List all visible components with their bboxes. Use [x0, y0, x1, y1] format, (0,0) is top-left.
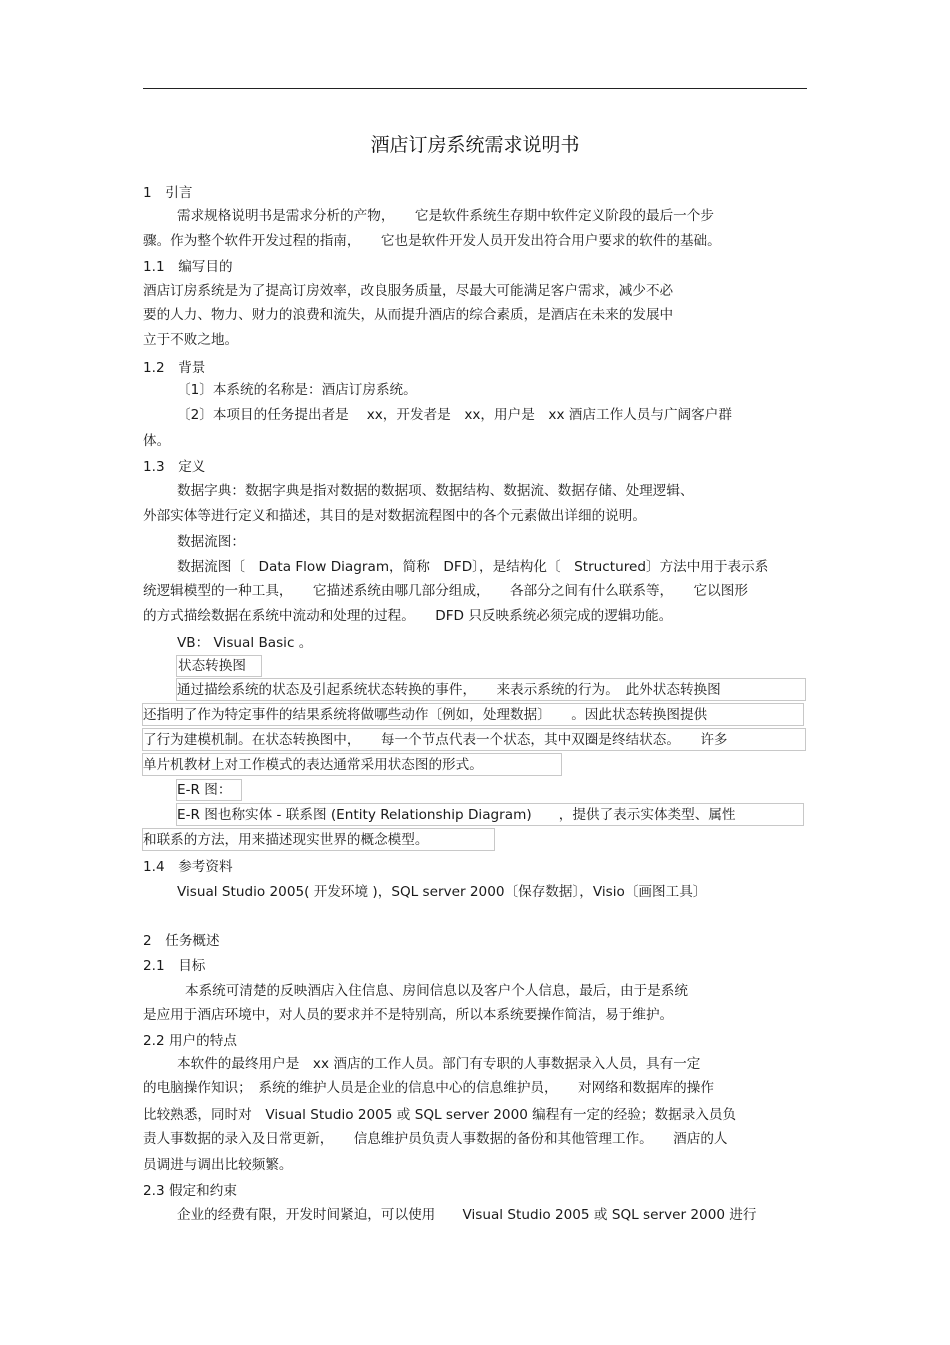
- heading-2-2: 2.2 用户的特点: [143, 1033, 237, 1049]
- paragraph-line: 的方式描绘数据在系统中流动和处理的过程。 DFD 只反映系统必须完成的逻辑功能。: [143, 608, 673, 624]
- document-title: 酒店订房系统需求说明书: [370, 134, 580, 156]
- paragraph-line: 骤。作为整个软件开发过程的指南， 它也是软件开发人员开发出符合用户要求的软件的基础。: [143, 233, 721, 249]
- heading-1-1: 1.1 编写目的: [143, 259, 233, 275]
- heading-1-4: 1.4 参考资料: [143, 859, 233, 875]
- paragraph-line: 本软件的最终用户是 xx 酒店的工作人员。部门有专职的人事数据录入人员，具有一定: [177, 1056, 701, 1072]
- paragraph-line: 了行为建模机制。在状态转换图中， 每一个节点代表一个状态，其中双圈是终结状态。 许多: [143, 732, 728, 748]
- paragraph-line: 酒店订房系统是为了提高订房效率，改良服务质量，尽最大可能满足客户需求，减少不必: [143, 283, 674, 299]
- heading-2-1: 2.1 目标: [143, 958, 206, 974]
- paragraph-line: 责人事数据的录入及日常更新， 信息维护员负责人事数据的备份和其他管理工作。 酒店的人: [143, 1131, 728, 1147]
- paragraph-line: 外部实体等进行定义和描述，其目的是对数据流程图中的各个元素做出详细的说明。: [143, 508, 646, 524]
- paragraph-line: 比较熟悉，同时对 Visual Studio 2005 或 SQL server 2000 编程有一定的经验；数据录入员负: [143, 1107, 737, 1123]
- paragraph-line: 本系统可清楚的反映酒店入住信息、房间信息以及客户个人信息，最后，由于是系统: [185, 983, 688, 999]
- paragraph-line: 〔1〕本系统的名称是：酒店订房系统。: [177, 382, 417, 398]
- paragraph-line: Visual Studio 2005( 开发环境 )，SQL server 2000〔保存数据〕，Visio〔画图工具〕: [177, 884, 707, 900]
- paragraph-line: 是应用于酒店环境中，对人员的要求并不是特别高，所以本系统要操作简洁，易于维护。: [143, 1007, 674, 1023]
- paragraph-line: VB： Visual Basic 。: [177, 635, 313, 651]
- paragraph-line: 统逻辑模型的一种工具， 它描述系统由哪几部分组成， 各部分之间有什么联系等， 它以图形: [143, 583, 748, 599]
- heading-1: 1 引言: [143, 185, 193, 201]
- paragraph-line: 立于不败之地。: [143, 332, 239, 348]
- heading-2: 2 任务概述: [143, 933, 220, 949]
- paragraph-line: 数据流图：: [177, 534, 245, 550]
- paragraph-line: 单片机教材上对工作模式的表达通常采用状态图的形式。: [143, 757, 483, 773]
- header-rule: [143, 88, 807, 89]
- paragraph-line: 〔2〕本项目的任务提出者是 xx，开发者是 xx，用户是 xx 酒店工作人员与广阔客户群: [177, 407, 732, 423]
- paragraph-line: 的电脑操作知识； 系统的维护人员是企业的信息中心的信息维护员， 对网络和数据库的操作: [143, 1080, 714, 1096]
- paragraph-line: 数据字典：数据字典是指对数据的数据项、数据结构、数据流、数据存储、处理逻辑、: [177, 483, 694, 499]
- paragraph-line: 需求规格说明书是需求分析的产物， 它是软件系统生存期中软件定义阶段的最后一个步: [177, 208, 714, 224]
- paragraph-line: 企业的经费有限，开发时间紧迫，可以使用 Visual Studio 2005 或 SQL server 2000 进行: [177, 1207, 757, 1223]
- paragraph-line: 和联系的方法，用来描述现实世界的概念模型。: [143, 832, 429, 848]
- paragraph-line: 要的人力、物力、财力的浪费和流失，从而提升酒店的综合素质，是酒店在未来的发展中: [143, 307, 674, 323]
- paragraph-line: 体。: [143, 433, 171, 449]
- paragraph-line: E-R 图：: [177, 782, 232, 798]
- paragraph-line: 数据流图〔 Data Flow Diagram，简称 DFD〕，是结构化〔 Structured〕方法中用于表示系: [177, 559, 769, 575]
- heading-1-2: 1.2 背景: [143, 360, 206, 376]
- paragraph-line: E-R 图也称实体 - 联系图 (Entity Relationship Diagram) ，提供了表示实体类型、属性: [177, 807, 736, 823]
- heading-2-3: 2.3 假定和约束: [143, 1183, 237, 1199]
- paragraph-line: 员调进与调出比较频繁。: [143, 1157, 293, 1173]
- heading-1-3: 1.3 定义: [143, 459, 206, 475]
- paragraph-line: 通过描绘系统的状态及引起系统状态转换的事件， 来表示系统的行为。 此外状态转换图: [177, 682, 721, 698]
- paragraph-line: 还指明了作为特定事件的结果系统将做哪些动作〔例如，处理数据〕 。因此状态转换图提供: [143, 707, 708, 723]
- paragraph-line: 状态转换图: [178, 658, 246, 674]
